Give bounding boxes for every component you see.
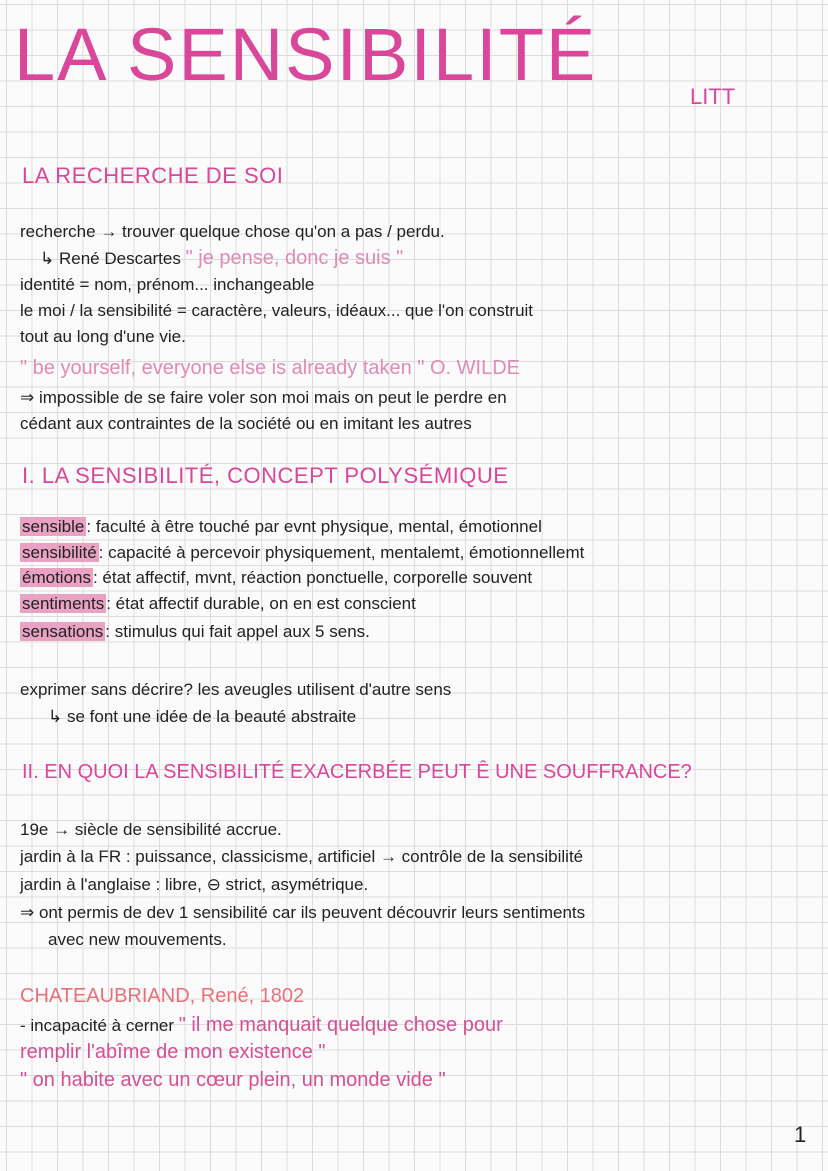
definition-row — [20, 541, 584, 565]
definition-row — [20, 620, 370, 644]
page-title: LA SENSIBILITÉ — [14, 13, 598, 96]
chateaubriand-quote: " on habite avec un cœur plein, un monde vide " — [20, 1069, 446, 1091]
descartes-quote: " je pense, donc je suis " — [185, 247, 404, 269]
note-text: ↳ René Descartes — [40, 249, 181, 268]
note-line: ⇒ impossible de se faire voler son moi mais on peut le perdre en — [20, 388, 507, 407]
definition-row — [20, 592, 416, 616]
chateaubriand-quote: " il me manquait quelque chose pour — [178, 1014, 503, 1036]
section-heading-2: II. EN QUOI LA SENSIBILITÉ EXACERBÉE PEUT Ê UNE SOUFFRANCE? — [22, 761, 692, 783]
section-heading-1: I. LA SENSIBILITÉ, CONCEPT POLYSÉMIQUE — [22, 463, 509, 488]
note-line: ⇒ ont permis de dev 1 sensibilité car ils peuvent découvrir leurs sentiments — [20, 903, 586, 922]
note-line: jardin à la FR : puissance, classicisme, artificiel → contrôle de la sensibilité — [20, 847, 584, 866]
definition-row — [20, 566, 532, 590]
definition-text: : état affectif durable, on en est conscient — [106, 594, 416, 613]
note-line: identité = nom, prénom... inchangeable — [20, 275, 315, 294]
definition-row — [20, 515, 542, 539]
page-number: 1 — [794, 1122, 807, 1147]
note-line: tout au long d'une vie. — [20, 327, 186, 346]
definition-term: sensations — [22, 622, 104, 641]
note-line: cédant aux contraintes de la société ou en imitant les autres — [20, 414, 472, 433]
note-line: exprimer sans décrire? les aveugles utilisent d'autre sens — [20, 680, 452, 699]
wilde-quote: " be yourself, everyone else is already taken " O. WILDE — [20, 357, 520, 379]
definition-term: émotions — [22, 568, 91, 587]
note-line: jardin à l'anglaise : libre, ⊖ strict, asymétrique. — [20, 875, 369, 894]
definition-text: : état affectif, mvnt, réaction ponctuelle, corporelle souvent — [92, 568, 533, 587]
definition-term: sensibilité — [22, 543, 97, 562]
note-line: 19e → siècle de sensibilité accrue. — [20, 820, 282, 839]
chateaubriand-quote: remplir l'abîme de mon existence " — [20, 1041, 326, 1063]
note-line: recherche → trouver quelque chose qu'on a pas / perdu. — [20, 222, 445, 241]
note-line — [40, 246, 403, 271]
definition-text: : capacité à percevoir physiquement, mentalemt, émotionnellemt — [98, 543, 585, 562]
subject-tag: LITT — [690, 84, 736, 109]
note-line: le moi / la sensibilité = caractère, valeurs, idéaux... que l'on construit — [20, 301, 534, 320]
note-line: avec new mouvements. — [48, 930, 227, 949]
section-heading-recherche: LA RECHERCHE DE SOI — [22, 163, 284, 188]
note-text: - incapacité à cerner — [20, 1016, 175, 1035]
definition-term: sentiments — [22, 594, 105, 613]
definition-text: : faculté à être touché par evnt physique, mental, émotionnel — [86, 517, 542, 536]
section-heading-chateaubriand: CHATEAUBRIAND, René, 1802 — [20, 985, 305, 1007]
note-line — [20, 1013, 503, 1038]
note-line: ↳ se font une idée de la beauté abstraite — [48, 707, 357, 726]
definition-term: sensible — [22, 517, 85, 536]
definition-text: : stimulus qui fait appel aux 5 sens. — [105, 622, 370, 641]
